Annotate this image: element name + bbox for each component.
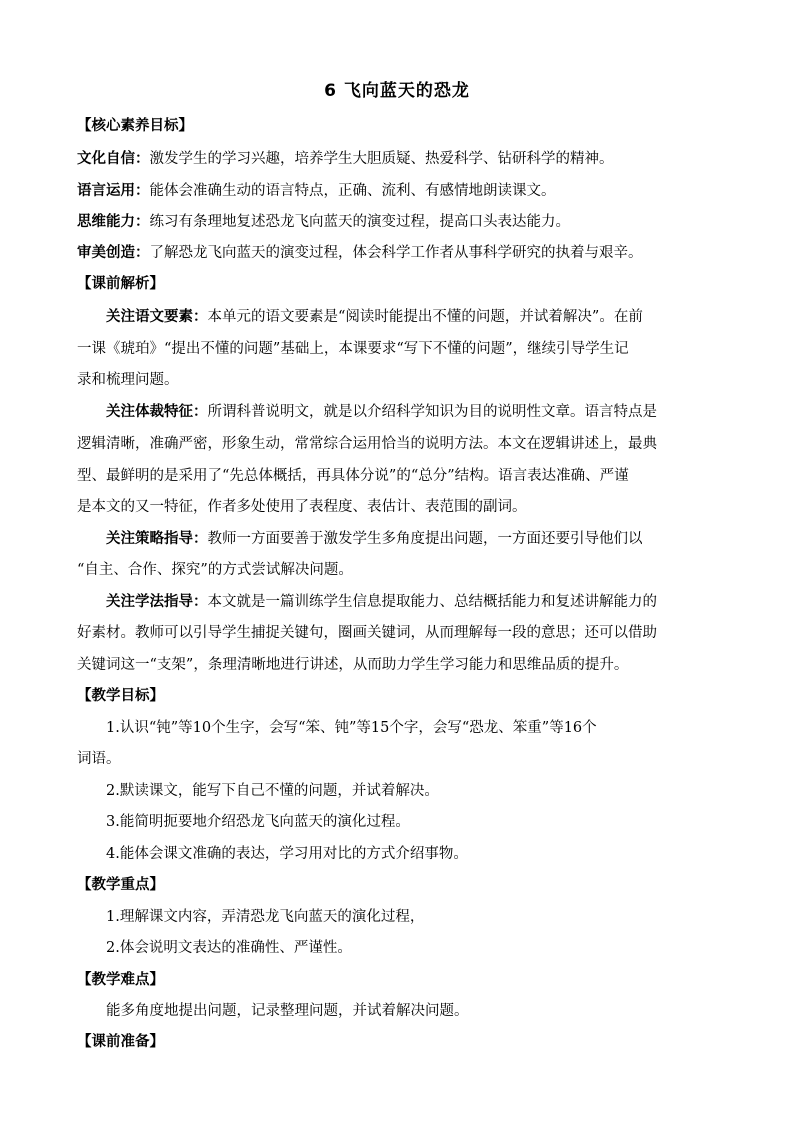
paragraph-line: 逻辑清晰，准确严密，形象生动，常常综合运用恰当的说明方法。本文在逻辑讲述上，最典 xyxy=(77,436,657,452)
section-header-teaching-goals: 【教学目标】 xyxy=(77,688,164,704)
paragraph-line: 一课《琥珀》“提出不懂的问题”基础上，本课要求“写下不懂的问题”，继续引导学生记 xyxy=(77,341,629,357)
section-header-key-points: 【教学重点】 xyxy=(77,877,164,893)
paragraph-line: 型、最鲜明的是采用了“先总体概括，再具体分说”的“总分”结构。语言表达准确、严谨 xyxy=(77,468,629,484)
paragraph-line: 是本文的又一特征，作者多处使用了表程度、表估计、表范围的副词。 xyxy=(77,499,527,515)
paragraph-line xyxy=(106,402,722,422)
paragraph-text: 教师一方面要善于激发学生多角度提出问题，一方面还要引导他们以 xyxy=(207,531,643,547)
core-goal-label: 审美创造： xyxy=(77,245,150,261)
list-item: 3.能简明扼要地介绍恐龙飞向蓝天的演化过程。 xyxy=(106,814,410,830)
list-item: 4.能体会课文准确的表达，学习用对比的方式介绍事物。 xyxy=(106,846,468,862)
focus-label: 关注语文要素： xyxy=(106,309,208,325)
list-item: 2.默读课文，能写下自己不懂的问题，并试着解决。 xyxy=(106,783,439,799)
list-item: 2.体会说明文表达的准确性、严谨性。 xyxy=(106,940,352,956)
core-goal-line xyxy=(77,149,722,169)
paragraph-line: 好素材。教师可以引导学生捕捉关键句，圈画关键词，从而理解每一段的意思；还可以借助 xyxy=(77,625,657,641)
list-item: 能多角度地提出问题，记录整理问题，并试着解决问题。 xyxy=(106,1003,469,1019)
page-title: 6 飞向蓝天的恐龙 xyxy=(324,81,470,101)
focus-label: 关注体裁特征： xyxy=(106,404,208,420)
core-goal-line xyxy=(77,243,722,263)
core-goal-label: 语言运用： xyxy=(77,183,150,199)
list-item: 1.理解课文内容，弄清恐龙飞向蓝天的演化过程， xyxy=(106,909,425,925)
core-goal-text: 能体会准确生动的语言特点，正确、流利、有感情地朗读课文。 xyxy=(149,183,556,199)
section-header-preparation: 【课前准备】 xyxy=(77,1034,164,1050)
paragraph-text: 所谓科普说明文，就是以介绍科学知识为目的说明性文章。语言特点是 xyxy=(207,404,657,420)
core-goal-label: 文化自信： xyxy=(77,151,150,167)
paragraph-line: “自主、合作、探究”的方式尝试解决问题。 xyxy=(77,562,353,578)
core-goal-line xyxy=(77,181,722,201)
core-goal-line xyxy=(77,212,722,232)
paragraph-line xyxy=(106,307,722,327)
core-goal-text: 练习有条理地复述恐龙飞向蓝天的演变过程，提高口头表达能力。 xyxy=(149,214,570,230)
core-goal-label: 思维能力： xyxy=(77,214,150,230)
core-goal-text: 激发学生的学习兴趣，培养学生大胆质疑、热爱科学、钻研科学的精神。 xyxy=(149,151,614,167)
focus-label: 关注学法指导： xyxy=(106,594,208,610)
list-item: 1.认识“钝”等10个生字，会写“笨、钝”等15个字，会写“恐龙、笨重”等16个 xyxy=(106,720,597,736)
focus-label: 关注策略指导： xyxy=(106,531,208,547)
paragraph-line: 关键词这一“支架”，条理清晰地进行讲述，从而助力学生学习能力和思维品质的提升。 xyxy=(77,657,629,673)
paragraph-line xyxy=(106,529,722,549)
section-header-core-goals: 【核心素养目标】 xyxy=(77,118,193,134)
list-item: 词语。 xyxy=(77,751,121,767)
paragraph-line xyxy=(106,592,722,612)
core-goal-text: 了解恐龙飞向蓝天的演变过程，体会科学工作者从事科学研究的执着与艰辛。 xyxy=(149,245,643,261)
paragraph-text: 本文就是一篇训练学生信息提取能力、总结概括能力和复述讲解能力的 xyxy=(207,594,657,610)
section-header-difficulties: 【教学难点】 xyxy=(77,972,164,988)
paragraph-line: 录和梳理问题。 xyxy=(77,372,179,388)
paragraph-text: 本单元的语文要素是“阅读时能提出不懂的问题，并试着解决”。在前 xyxy=(207,309,643,325)
section-header-pre-analysis: 【课前解析】 xyxy=(77,276,164,292)
